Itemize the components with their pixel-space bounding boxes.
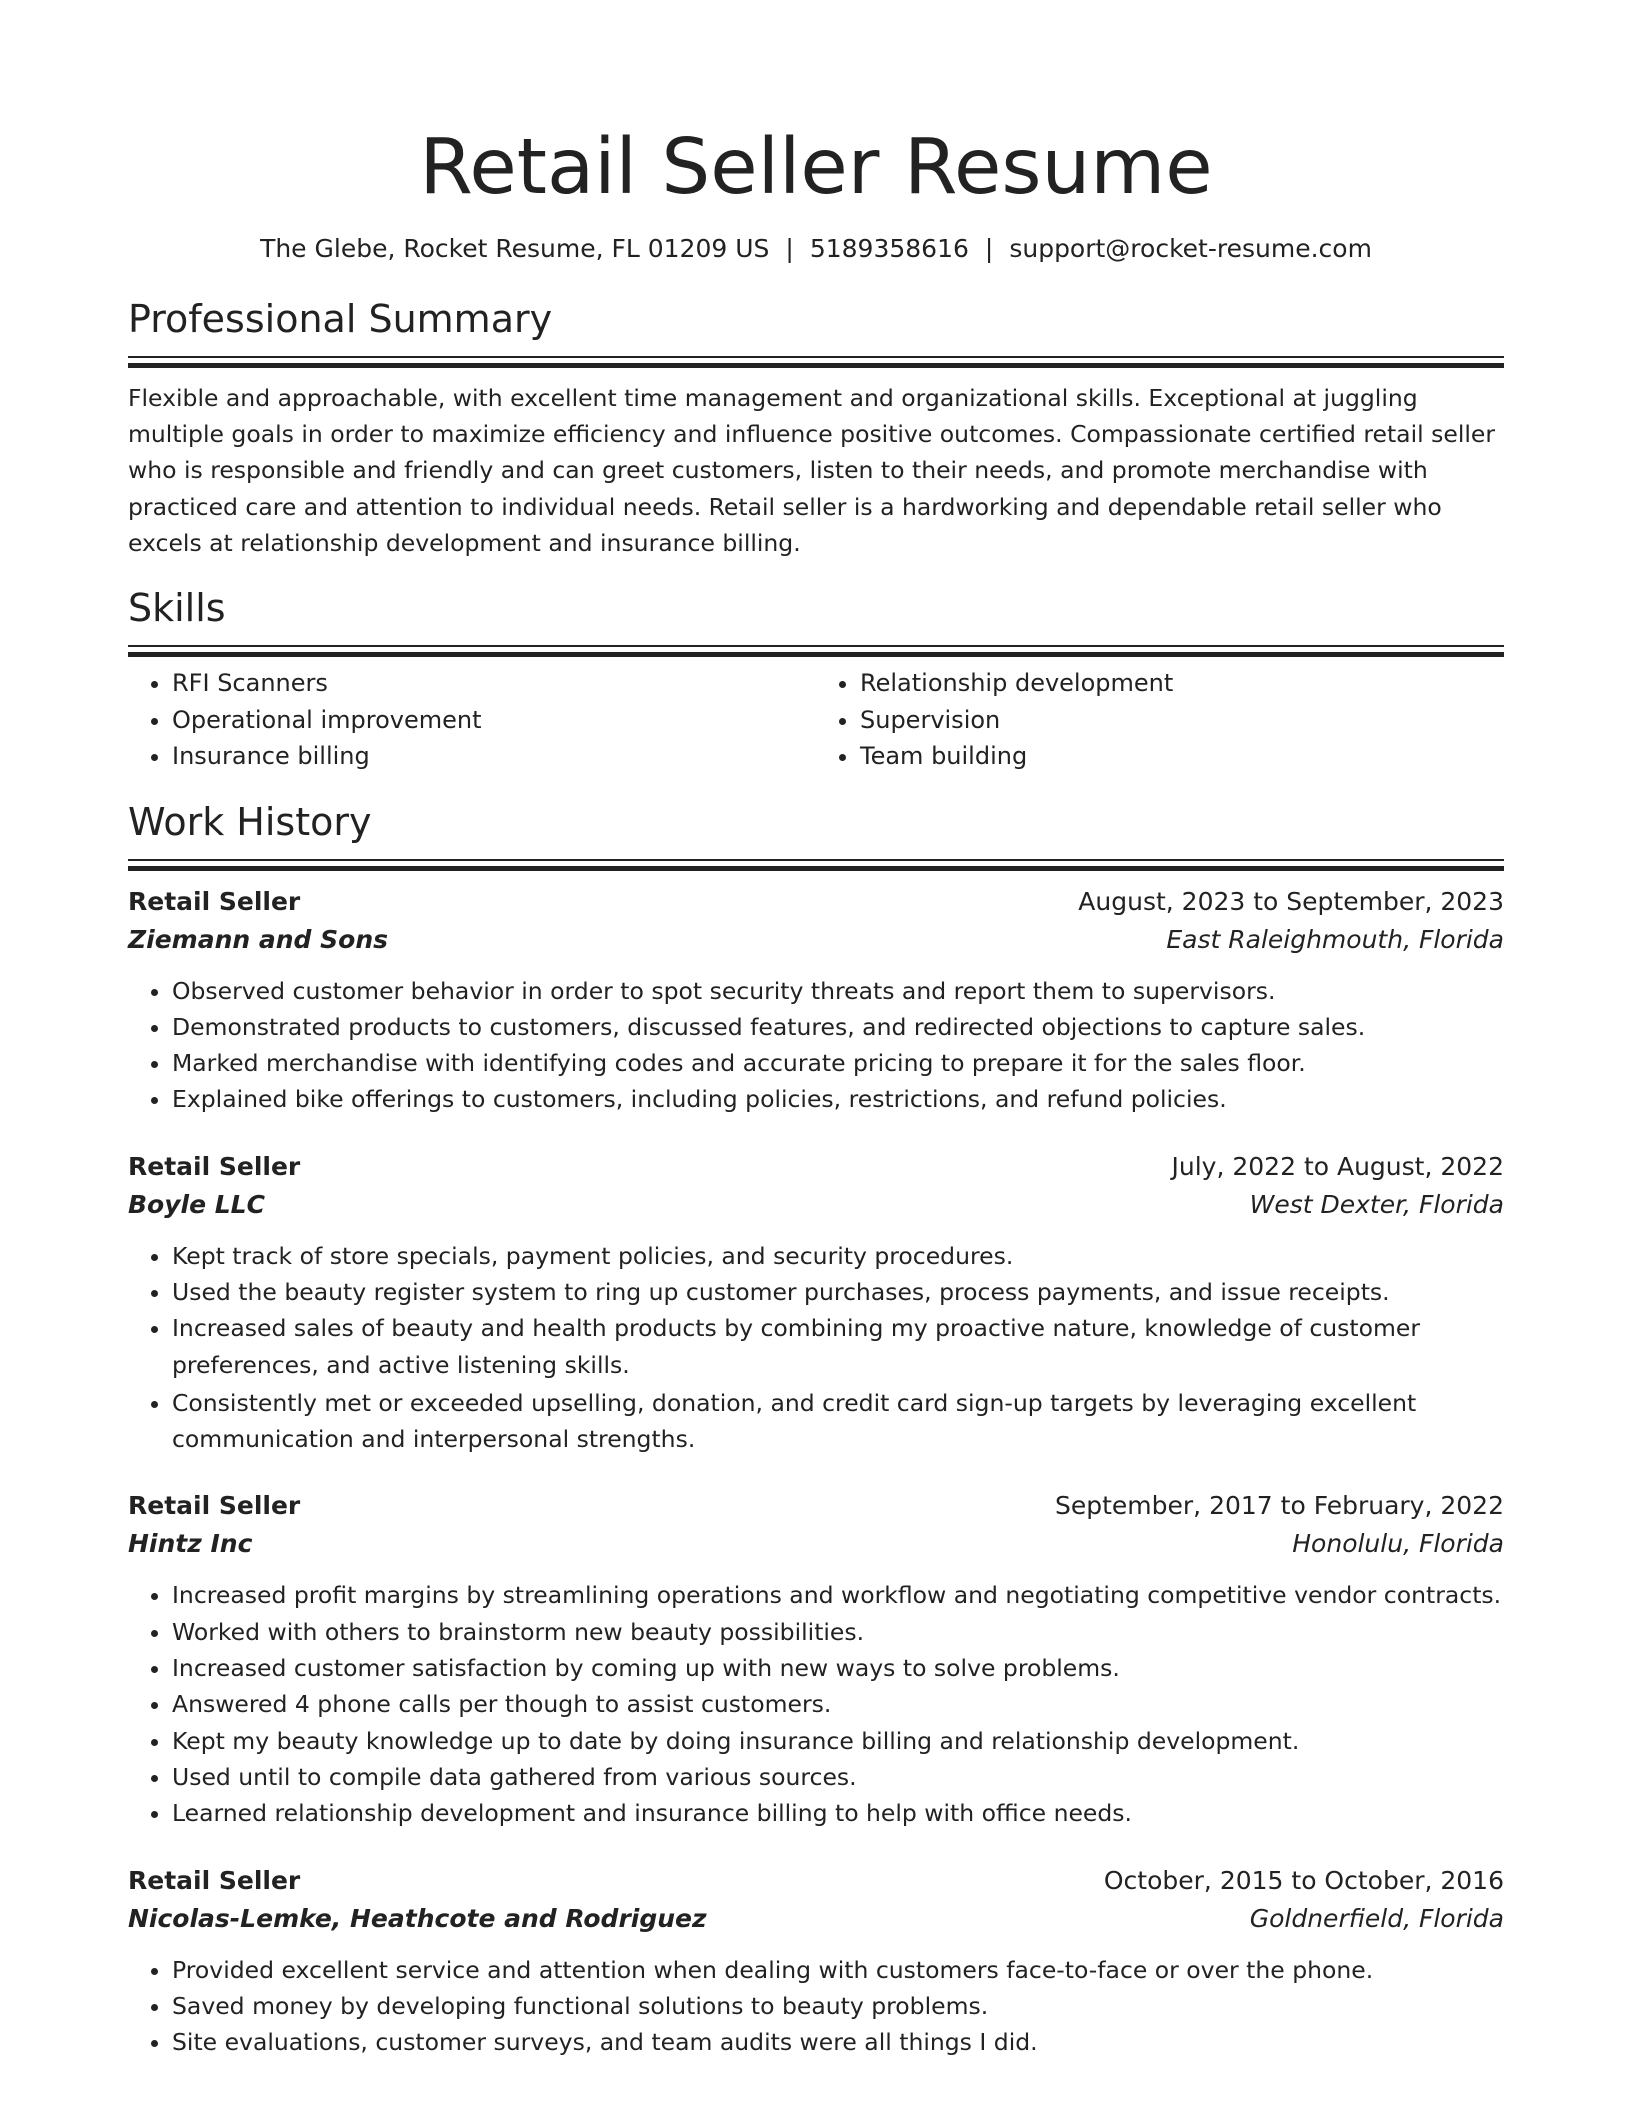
- skill-item: • Relationship development: [860, 665, 1504, 702]
- job-bullet: • Saved money by developing functional solutions to beauty problems.: [172, 1988, 1504, 2024]
- job-header: [128, 1862, 1504, 1900]
- section-divider: [128, 859, 1504, 871]
- job-location: East Raleighmouth, Florida: [1166, 924, 1504, 954]
- job-bullets: [128, 1577, 1504, 1831]
- summary-heading: Professional Summary: [128, 297, 553, 341]
- skill-item: • RFI Scanners: [172, 665, 816, 702]
- job-bullet: • Explained bike offerings to customers, including policies, restrictions, and refund policies.: [172, 1081, 1504, 1117]
- job-bullet: • Observed customer behavior in order to spot security threats and report them to supervisors.: [172, 973, 1504, 1009]
- job-bullets: [128, 1238, 1504, 1458]
- job-bullet: • Kept my beauty knowledge up to date by doing insurance billing and relationship development.: [172, 1723, 1504, 1759]
- job-bullet: • Provided excellent service and attention when dealing with customers face-to-face or over the phone.: [172, 1952, 1504, 1988]
- work-history-heading: Work History: [128, 799, 372, 844]
- job-bullet: • Increased profit margins by streamlining operations and workflow and negotiating competitive vendor contracts.: [172, 1577, 1504, 1613]
- skill-item: • Operational improvement: [172, 702, 816, 739]
- job-location: Goldnerfield, Florida: [1249, 1903, 1504, 1933]
- contact-phone: 5189358616: [809, 234, 969, 263]
- skills-list: [128, 665, 1504, 775]
- job-title: Retail Seller: [128, 1865, 301, 1895]
- job-bullet: • Increased customer satisfaction by coming up with new ways to solve problems.: [172, 1650, 1504, 1686]
- section-divider: [128, 645, 1504, 657]
- job-bullets: [128, 1952, 1504, 2061]
- job-bullet: • Kept track of store specials, payment policies, and security procedures.: [172, 1238, 1504, 1274]
- job-header: [128, 1148, 1504, 1186]
- contact-separator: |: [785, 234, 794, 263]
- resume-title: Retail Seller Resume: [419, 123, 1213, 212]
- job-subheader: [128, 1525, 1504, 1563]
- job-title: Retail Seller: [128, 886, 301, 916]
- skills-heading: Skills: [128, 586, 226, 631]
- job-bullet: • Learned relationship development and insurance billing to help with office needs.: [172, 1795, 1504, 1831]
- summary-text: Flexible and approachable, with excellent time management and organizational skills. Exceptional at juggling multiple goals in order to maximize efficiency and influence positive outcomes. Compassionate certified retail seller who is responsible and friendly and can greet customers, listen to their needs, and promote merchandise with practiced care and attention to individual needs. Retail seller is a hardworking and dependable retail seller who excels at relationship development and insurance billing.: [128, 384, 1495, 557]
- skills-column-right: [816, 665, 1504, 775]
- job-bullet: • Worked with others to brainstorm new beauty possibilities.: [172, 1614, 1504, 1650]
- job-header: [128, 1487, 1504, 1525]
- section-divider: [128, 356, 1504, 368]
- contact-line: [128, 232, 1504, 266]
- job-bullet: • Used the beauty register system to ring up customer purchases, process payments, and issue receipts.: [172, 1274, 1504, 1310]
- job-subheader: [128, 1186, 1504, 1224]
- job-bullet: • Consistently met or exceeded upselling, donation, and credit card sign-up targets by leveraging excellent communication and interpersonal strengths.: [172, 1385, 1504, 1458]
- resume-page: [128, 0, 1504, 2060]
- job-bullet: • Demonstrated products to customers, discussed features, and redirected objections to capture sales.: [172, 1009, 1504, 1045]
- job-subheader: [128, 1900, 1504, 1938]
- job-title: Retail Seller: [128, 1151, 301, 1181]
- job-bullet: • Increased sales of beauty and health products by combining my proactive nature, knowledge of customer preferences, and active listening skills.: [172, 1310, 1504, 1383]
- job-dates: October, 2015 to October, 2016: [1103, 1865, 1504, 1895]
- job-bullet: • Used until to compile data gathered from various sources.: [172, 1759, 1504, 1795]
- job-subheader: [128, 921, 1504, 959]
- job-company: Nicolas-Lemke, Heathcote and Rodriguez: [128, 1903, 707, 1933]
- job-dates: July, 2022 to August, 2022: [1171, 1151, 1504, 1181]
- job-bullet: • Answered 4 phone calls per though to assist customers.: [172, 1686, 1504, 1722]
- contact-email: support@rocket-resume.com: [1009, 234, 1372, 263]
- job-dates: August, 2023 to September, 2023: [1078, 886, 1504, 916]
- job-company: Hintz Inc: [128, 1529, 253, 1559]
- job-title: Retail Seller: [128, 1491, 301, 1521]
- job-company: Boyle LLC: [128, 1189, 265, 1219]
- job-company: Ziemann and Sons: [128, 924, 388, 954]
- job-bullets: [128, 973, 1504, 1118]
- job-bullet: • Marked merchandise with identifying codes and accurate pricing to prepare it for the sales floor.: [172, 1045, 1504, 1081]
- skill-item: • Supervision: [860, 702, 1504, 739]
- job-bullet: • Site evaluations, customer surveys, and team audits were all things I did.: [172, 2024, 1504, 2060]
- skill-item: • Insurance billing: [172, 738, 816, 775]
- job-entry: [128, 1487, 1504, 1831]
- job-location: West Dexter, Florida: [1249, 1189, 1504, 1219]
- job-dates: September, 2017 to February, 2022: [1055, 1491, 1504, 1521]
- contact-separator: |: [984, 234, 994, 263]
- contact-address: The Glebe, Rocket Resume, FL 01209 US: [260, 234, 770, 263]
- job-header: [128, 883, 1504, 921]
- skills-column-left: [128, 665, 816, 775]
- job-entry: [128, 1148, 1504, 1458]
- job-entry: [128, 883, 1504, 1118]
- skill-item: • Team building: [860, 738, 1504, 775]
- job-location: Honolulu, Florida: [1292, 1529, 1504, 1559]
- job-entry: [128, 1862, 1504, 2061]
